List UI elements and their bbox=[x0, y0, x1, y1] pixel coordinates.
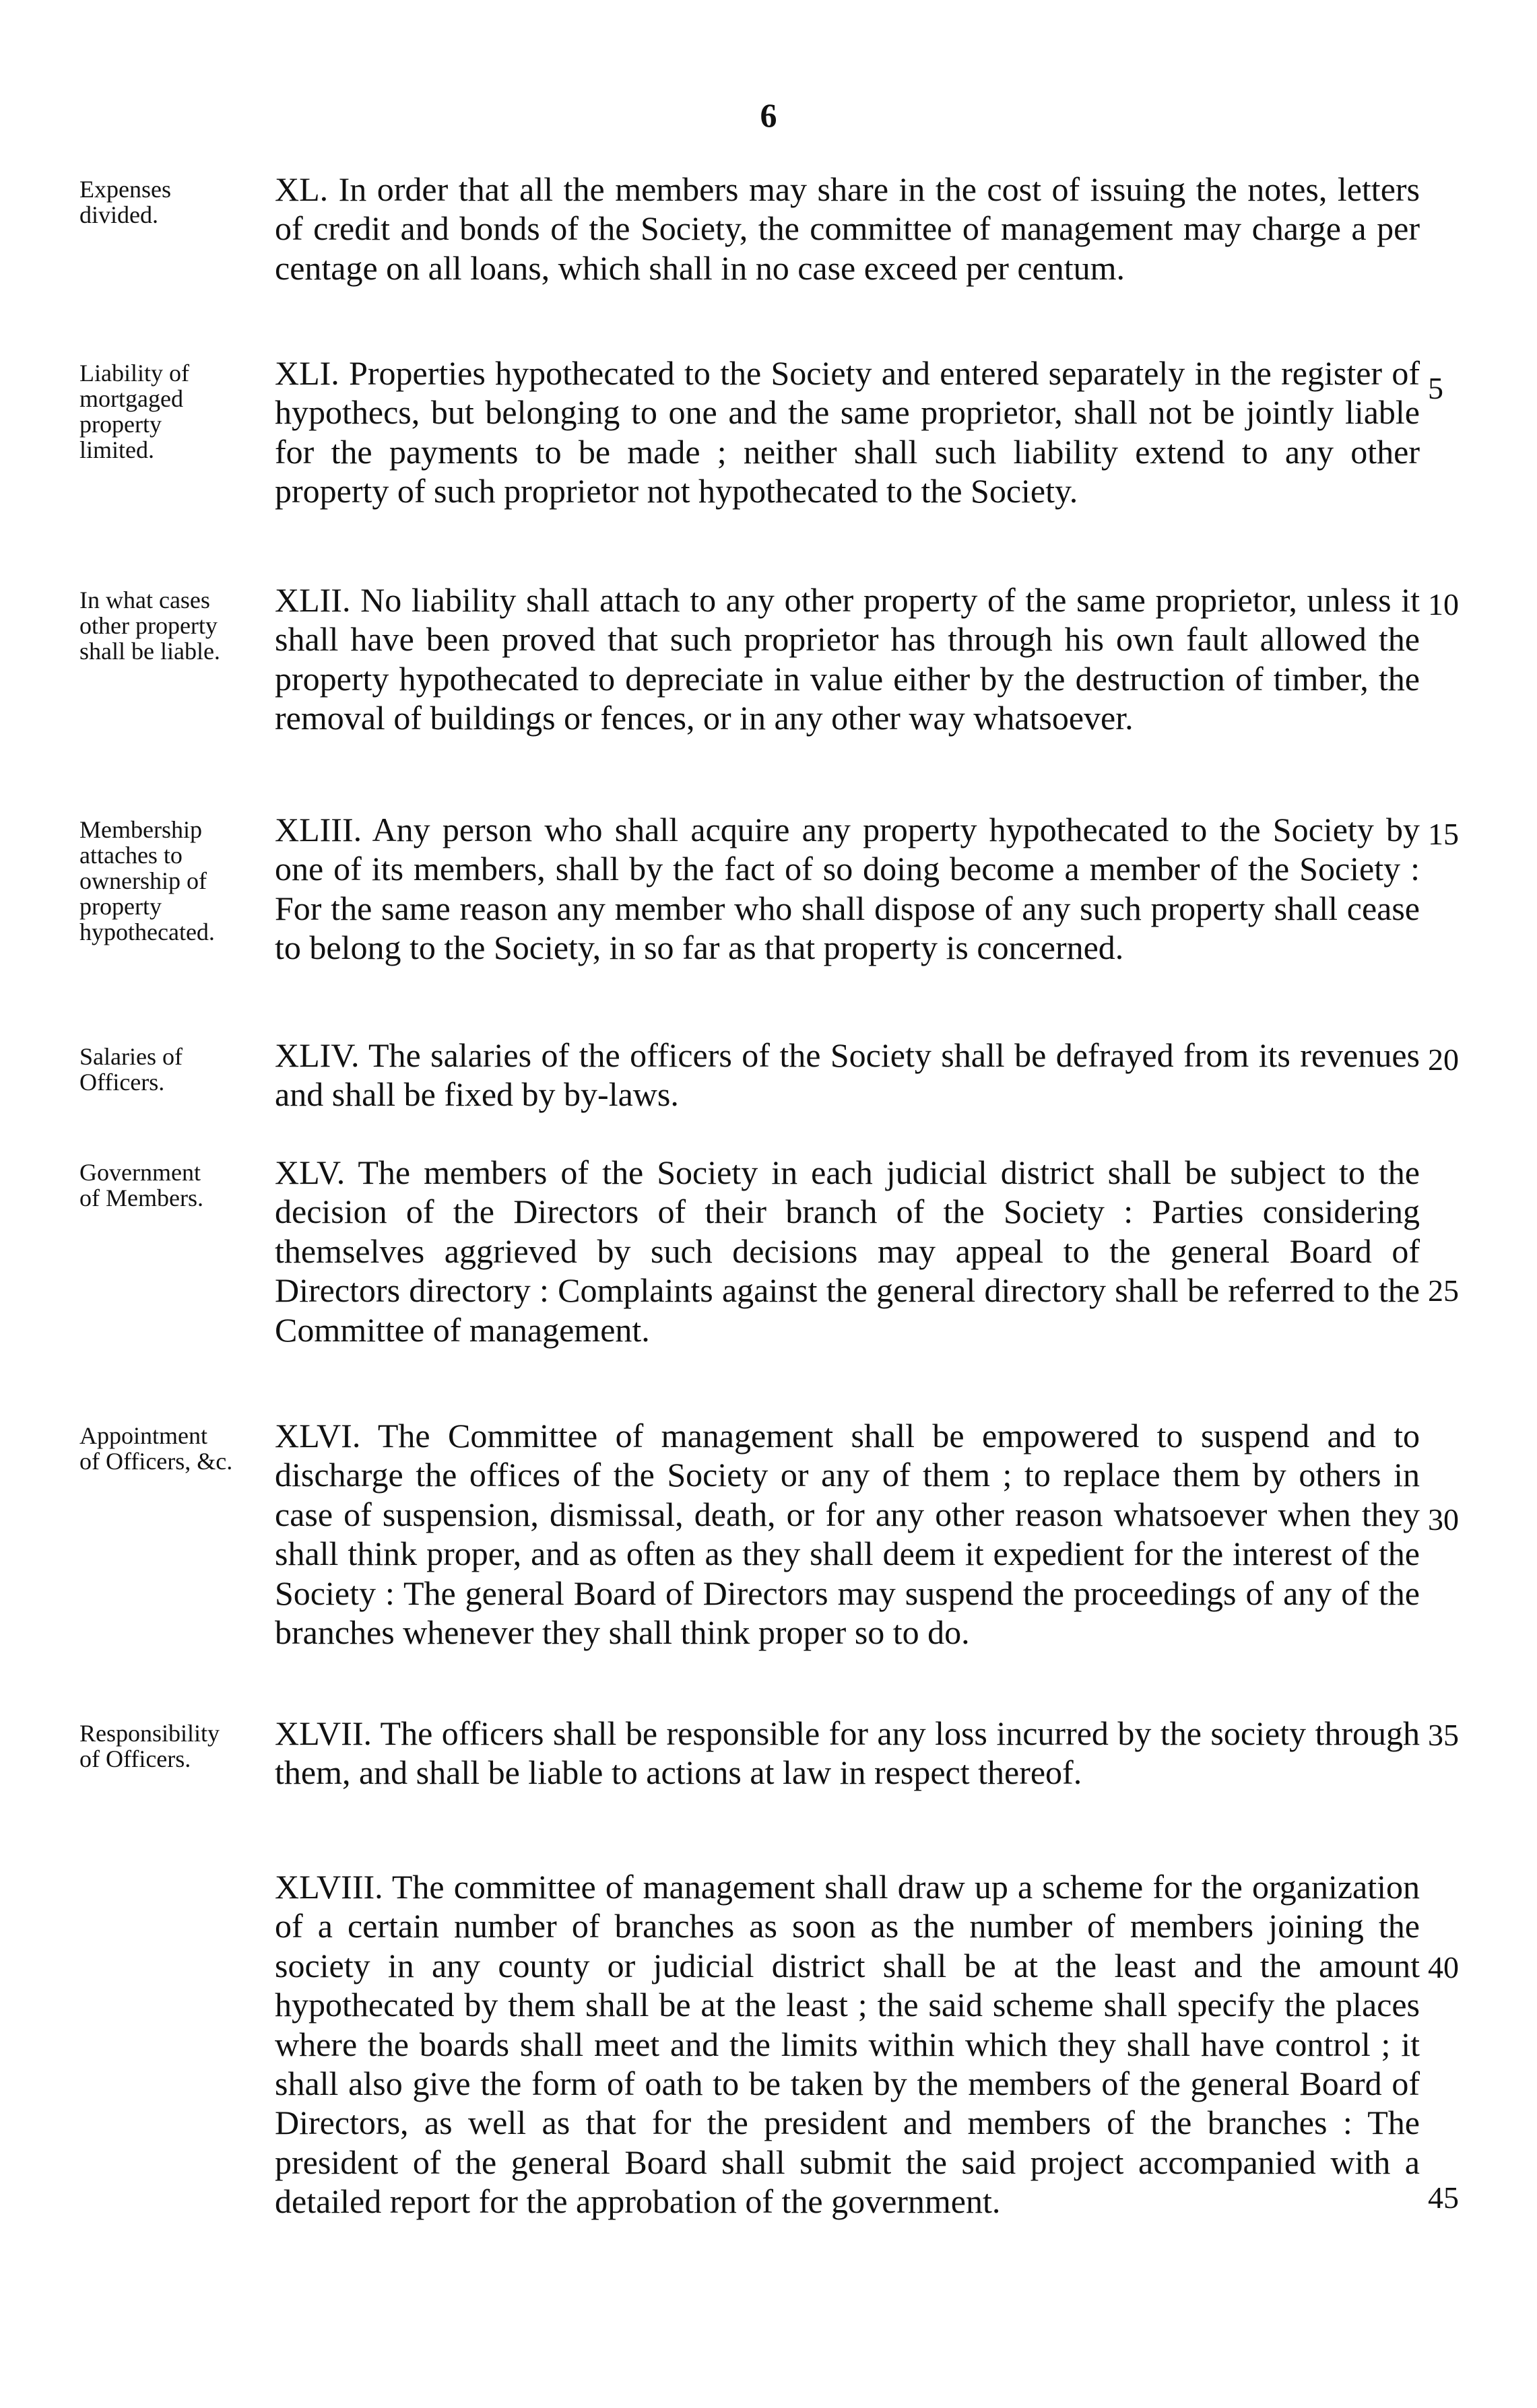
line-number-5: 5 bbox=[1428, 371, 1443, 405]
paragraph-xlv: XLV. The members of the Society in each judicial district shall be subject to the decision of the Directors of their branch of the Society : Parties considering themselves aggrieved by such decisions may appeal to the general Board of Directors directory : Complaints against the general directory shall be referred to the Committee of management. bbox=[275, 1153, 1420, 1349]
line-number-10: 10 bbox=[1428, 587, 1459, 622]
line-number-15: 15 bbox=[1428, 817, 1459, 851]
margin-note-salaries: Salaries of Officers. bbox=[79, 1043, 183, 1096]
paragraph-xlvii: XLVII. The officers shall be responsible for any loss incurred by the society through them, and shall be liable to actions at law in respect thereof. bbox=[275, 1714, 1420, 1792]
paragraph-xlviii: XLVIII. The committee of management shall draw up a scheme for the organization of a certain number of branches as soon as the number of members joining the society in any county or judicial district shall be at the least and the amount hypothecated by them shall be at the least ; the said scheme shall specify the places where the boards shall meet and the limits within which they shall have control ; it shall also give the form of oath to be taken by the members of the general Board of Directors, as well as that for the president and members of the branches : The president of the general Board shall submit the said project accompanied with a detailed report for the approbation of the government. bbox=[275, 1868, 1420, 2221]
margin-note-government: Government of Members. bbox=[79, 1159, 203, 1211]
paragraph-xliii: XLIII. Any person who shall acquire any property hypothecated to the Society by one of its members, shall by the fact of so doing become a member of the Society : For the same reason any member who shall dispose of any such property shall cease to belong to the Society, in so far as that property is concerned. bbox=[275, 811, 1420, 967]
paragraph-xli: XLI. Properties hypothecated to the Society and entered separately in the register of hypothecs, but belonging to one and the same proprietor, shall not be jointly liable for the payments to be made ; neither shall such liability extend to any other property of such proprietor not hypothecated to the Society. bbox=[275, 354, 1420, 510]
paragraph-xliv: XLIV. The salaries of the officers of the Society shall be defrayed from its revenues and shall be fixed by by-laws. bbox=[275, 1036, 1420, 1114]
margin-note-expenses: Expenses divided. bbox=[79, 176, 171, 228]
margin-note-membership: Membership attaches to ownership of property hypothecated. bbox=[79, 816, 215, 945]
paragraph-xlvi: XLVI. The Committee of management shall be empowered to suspend and to discharge the offices of the Society or any of them ; to replace them by others in case of suspension, dismissal, death, or for any other reason whatsoever when they shall think proper, and as often as they shall deem it expedient for the interest of the Society : The general Board of Directors may suspend the proceedings of any of the branches whenever they shall think proper so to do. bbox=[275, 1417, 1420, 1652]
page-number: 6 bbox=[760, 96, 777, 134]
line-number-25: 25 bbox=[1428, 1273, 1459, 1308]
line-number-35: 35 bbox=[1428, 1718, 1459, 1752]
paragraph-xl: XL. In order that all the members may share in the cost of issuing the notes, letters of credit and bonds of the Society, the committee of management may charge a per centage on all loans, which shall in no case exceed per centum. bbox=[275, 170, 1420, 287]
line-number-45: 45 bbox=[1428, 2180, 1459, 2215]
margin-note-appointment: Appointment of Officers, &c. bbox=[79, 1422, 233, 1475]
margin-note-responsibility: Responsibility of Officers. bbox=[79, 1720, 220, 1772]
paragraph-xlii: XLII. No liability shall attach to any other property of the same proprietor, unless it shall have been proved that such proprietor has through his own fault allowed the property hypothecated to depreciate in value either by the destruction of timber, the removal of buildings or fences, or in any other way whatsoever. bbox=[275, 581, 1420, 737]
line-number-20: 20 bbox=[1428, 1042, 1459, 1077]
margin-note-other-property: In what cases other property shall be liable. bbox=[79, 587, 220, 665]
line-number-40: 40 bbox=[1428, 1950, 1459, 1984]
line-number-30: 30 bbox=[1428, 1502, 1459, 1537]
margin-note-liability: Liability of mortgaged property limited. bbox=[79, 360, 189, 463]
